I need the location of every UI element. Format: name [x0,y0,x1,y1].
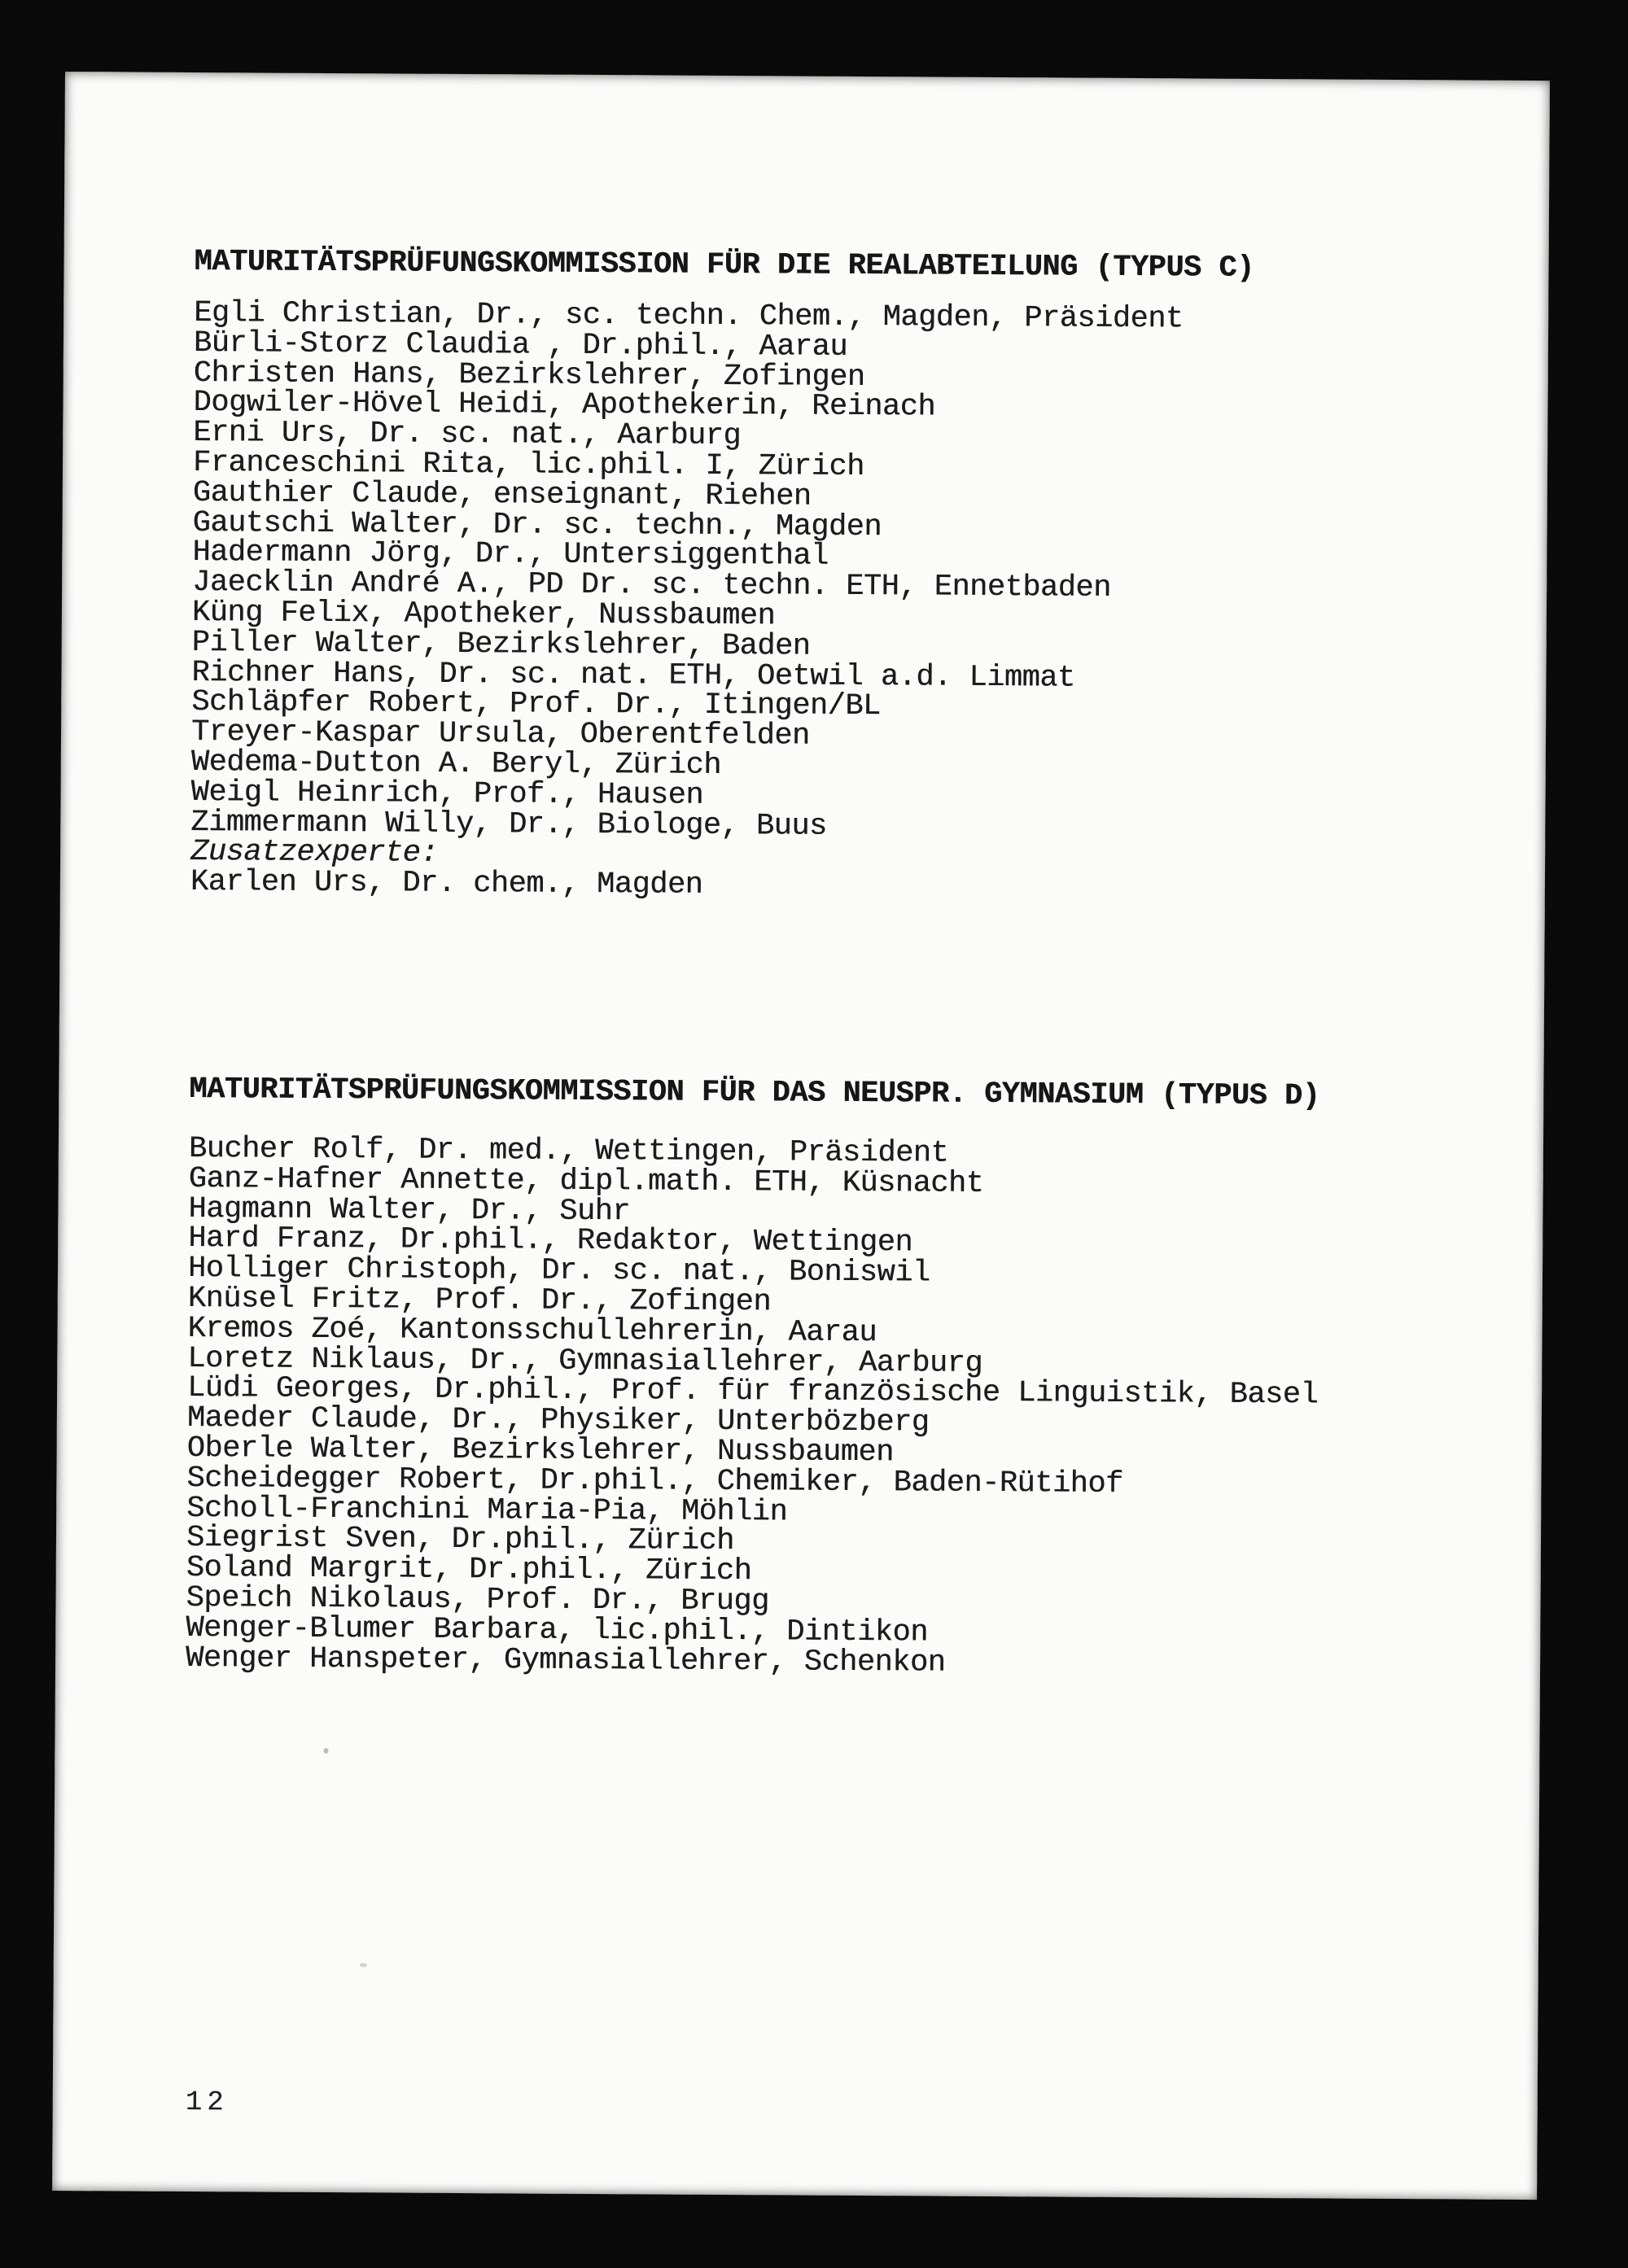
section-title-typus-d: MATURITÄTSPRÜFUNGSKOMMISSION FÜR DAS NEUSPR. GYMNASIUM (TYPUS D) [189,1072,1320,1114]
section-title-typus-c: MATURITÄTSPRÜFUNGSKOMMISSION FÜR DIE REALABTEILUNG (TYPUS C) [194,244,1254,286]
member-list-typus-d [185,1131,1319,1680]
member-entry: Hard Franz, Dr.phil., Redaktor, Wettingen [188,1221,913,1261]
member-entry: Zimmermann Willy, Dr., Biologe, Buus [190,805,827,844]
member-entry: Loretz Niklaus, Dr., Gymnasiallehrer, Aarburg [187,1341,983,1381]
member-entry: Gautschi Walter, Dr. sc. techn., Magden [192,505,882,544]
member-entry: Gauthier Claude, enseignant, Riehen [192,475,812,514]
member-entry: Egli Christian, Dr., sc. techn. Chem., Magden, Präsident [194,295,1184,337]
scan-speck [323,1748,328,1754]
page-number: 12 [185,2087,229,2119]
member-entry: Dogwiler-Hövel Heidi, Apothekerin, Reinach [193,386,936,425]
member-entry: Siegrist Sven, Dr.phil., Zürich [186,1521,734,1559]
member-entry: Küng Felix, Apotheker, Nussbaumen [191,595,776,634]
member-entry: Bucher Rolf, Dr. med., Wettingen, Präsident [188,1131,949,1171]
member-entry: Piller Walter, Bezirkslehrer, Baden [191,625,811,664]
member-entry: Franceschini Rita, lic.phil. I, Zürich [192,445,864,484]
document-page [52,72,1550,2200]
member-entry: Kremos Zoé, Kantonsschullehrerin, Aarau [187,1311,877,1350]
member-entry: Schläpfer Robert, Prof. Dr., Itingen/BL [191,685,881,724]
member-entry: Ganz-Hafner Annette, dipl.math. ETH, Küsnacht [188,1161,984,1201]
member-entry: Knüsel Fritz, Prof. Dr., Zofingen [187,1281,772,1320]
member-entry: Hagmann Walter, Dr., Suhr [188,1191,631,1229]
member-entry: Erni Urs, Dr. sc. nat., Aarburg [193,416,742,454]
member-entry: Wenger-Blumer Barbara, lic.phil., Dintikon [186,1610,928,1650]
member-entry: Scheidegger Robert, Dr.phil., Chemiker, Baden-Rütihof [186,1461,1123,1501]
member-entry: Zusatzexperte: [190,835,439,872]
member-entry: Scholl-Franchini Maria-Pia, Möhlin [186,1491,788,1530]
member-entry: Wedema-Dutton A. Beryl, Zürich [190,745,722,783]
member-entry: Hadermann Jörg, Dr., Untersiggenthal [192,535,829,575]
member-entry: Richner Hans, Dr. sc. nat. ETH, Oetwil a.d. Limmat [191,655,1075,696]
member-entry: Karlen Urs, Dr. chem., Magden [190,865,703,902]
member-entry: Bürli-Storz Claudia , Dr.phil., Aarau [193,326,848,365]
member-entry: Treyer-Kaspar Ursula, Oberentfelden [190,715,810,754]
scan-speck [360,1963,367,1967]
member-entry: Jaecklin André A., PD Dr. sc. techn. ETH, Ennetbaden [192,566,1111,606]
member-entry: Lüdi Georges, Dr.phil., Prof. für französische Linguistik, Basel [186,1371,1319,1413]
member-entry: Speich Nikolaus, Prof. Dr., Brugg [186,1580,769,1619]
member-entry: Soland Margrit, Dr.phil., Zürich [186,1551,752,1589]
member-list-typus-c [190,295,1184,903]
member-entry: Christen Hans, Bezirkslehrer, Zofingen [193,356,865,395]
member-entry: Weigl Heinrich, Prof., Hausen [190,775,704,813]
member-entry: Wenger Hanspeter, Gymnasiallehrer, Schenkon [185,1641,946,1680]
member-entry: Maeder Claude, Dr., Physiker, Unterbözberg [186,1401,930,1440]
member-entry: Oberle Walter, Bezirkslehrer, Nussbaumen [186,1431,894,1470]
member-entry: Holliger Christoph, Dr. sc. nat., Boniswil [187,1252,930,1291]
